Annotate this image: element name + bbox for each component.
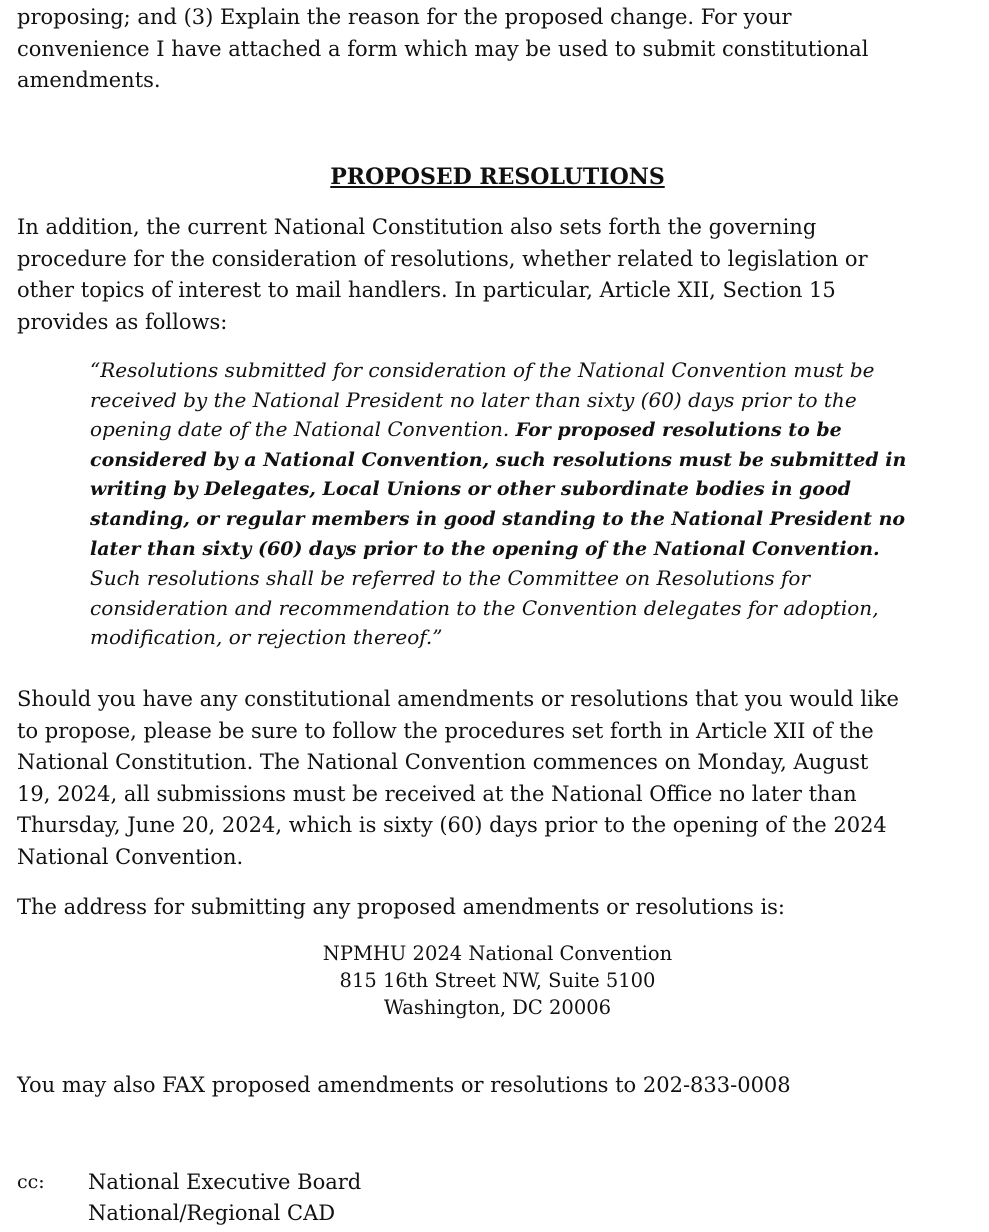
cc-recipients: [88, 1167, 588, 1229]
address-line-2: 815 16th Street NW, Suite 5100: [339, 969, 656, 992]
intro-line: amendments.: [17, 68, 161, 92]
quote-bold-line: standing, or regular members in good standing to the National President no: [90, 507, 906, 530]
quote-bold-line: later than sixty (60) days prior to the opening of the National Convention.: [90, 537, 880, 560]
paragraph-line: 19, 2024, all submissions must be received at the National Office no later than: [17, 781, 857, 806]
address-line-1: NPMHU 2024 National Convention: [322, 942, 673, 965]
quote-line: received by the National President no later than sixty (60) days prior to the: [90, 387, 857, 412]
cc-label: cc:: [17, 1171, 45, 1193]
constitution-quote: [90, 356, 980, 653]
address-intro: [17, 892, 977, 924]
section-heading: PROPOSED RESOLUTIONS: [330, 164, 665, 190]
paragraph-line: Thursday, June 20, 2024, which is sixty (60) days prior to the opening of the 2024: [17, 813, 887, 837]
quote-bold-text: For proposed resolutions to be: [515, 419, 842, 442]
quote-line: consideration and recommendation to the Convention delegates for adoption,: [90, 595, 879, 620]
mailing-address: [0, 940, 989, 1021]
paragraph-line: In addition, the current National Constitution also sets forth the governing: [17, 215, 817, 239]
fax-line: [17, 1070, 977, 1102]
paragraph-line: National Constitution. The National Convention commences on Monday, August: [17, 750, 869, 774]
resolutions-paragraph: [17, 212, 977, 338]
quote-line: “Resolutions submitted for consideration of the National Convention must be: [90, 358, 875, 382]
paragraph-line: provides as follows:: [17, 309, 228, 334]
cc-recipient: National Executive Board: [88, 1170, 362, 1194]
fax-text: You may also FAX proposed amendments or resolutions to 202-833-0008: [17, 1073, 791, 1097]
intro-paragraph: [17, 2, 977, 97]
paragraph-line: National Convention.: [17, 844, 244, 869]
paragraph-line: procedure for the consideration of resolutions, whether related to legislation or: [17, 246, 868, 271]
paragraph-line: Should you have any constitutional amendments or resolutions that you would like: [17, 687, 899, 711]
procedure-paragraph: [17, 684, 977, 873]
intro-line: convenience I have attached a form which may be used to submit constitutional: [17, 36, 869, 61]
paragraph-line: to propose, please be sure to follow the procedures set forth in Article XII of the: [17, 718, 874, 743]
quote-bold-line: considered by a National Convention, such resolutions must be submitted in: [90, 448, 907, 471]
quote-line: modification, or rejection thereof.”: [90, 625, 443, 650]
cc-recipient: National/Regional CAD: [88, 1201, 336, 1225]
quote-line: Such resolutions shall be referred to the Committee on Resolutions for: [90, 566, 810, 591]
paragraph-line: The address for submitting any proposed amendments or resolutions is:: [17, 895, 786, 919]
address-line-3: Washington, DC 20006: [383, 996, 612, 1019]
quote-bold-line: writing by Delegates, Local Unions or other subordinate bodies in good: [90, 478, 851, 501]
quote-line: [90, 415, 980, 446]
paragraph-line: other topics of interest to mail handlers. In particular, Article XII, Section 15: [17, 278, 836, 302]
intro-line: proposing; and (3) Explain the reason for the proposed change. For your: [17, 5, 792, 29]
quote-text: opening date of the National Convention.: [90, 417, 510, 442]
